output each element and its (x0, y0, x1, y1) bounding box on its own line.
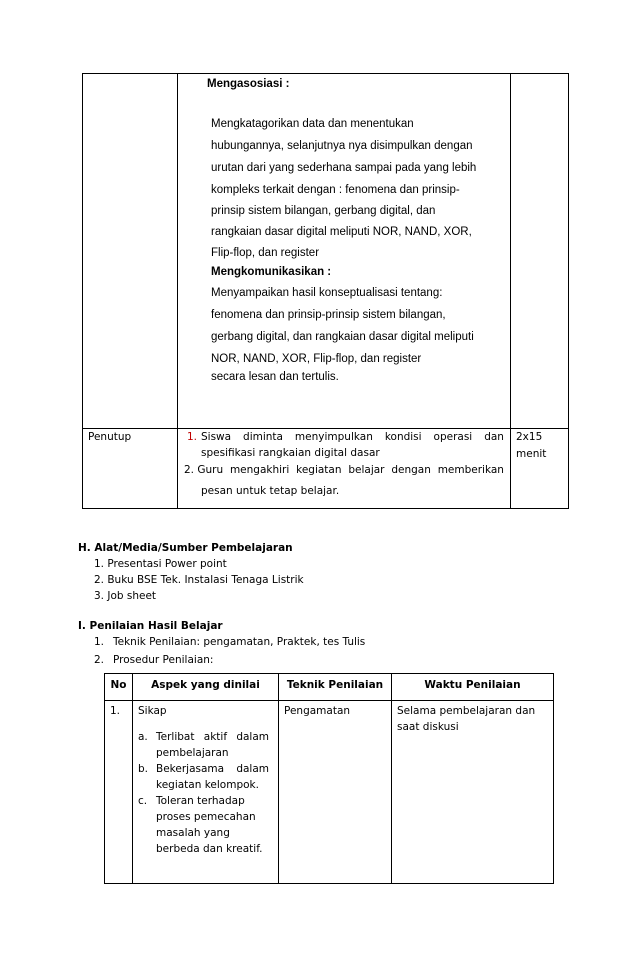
section-i-item-1-text: Teknik Penilaian: pengamatan, Praktek, tes Tulis (113, 636, 366, 648)
section-h-item-1: 1. Presentasi Power point (94, 558, 227, 570)
row-1-sub-c-line-2: proses pemecahan (156, 811, 256, 823)
word: Terlibat (156, 731, 195, 743)
word: dengan (391, 464, 431, 476)
word: Siswa (201, 431, 232, 443)
penutup-item-2-line-1 (184, 464, 504, 476)
mengasosiasi-line-4: kompleks terkait dengan : fenomena dan prinsip- (211, 184, 460, 196)
mengkomunikasikan-line-5: secara lesan dan tertulis. (211, 371, 339, 383)
mengasosiasi-heading: Mengasosiasi : (207, 78, 290, 90)
assessment-table-col-divider-1 (132, 673, 133, 884)
row-1-waktu-line-1: Selama pembelajaran dan (397, 705, 536, 717)
penutup-item-1-line-1 (201, 431, 504, 443)
penutup-time-line-1: 2x15 (516, 431, 543, 443)
section-i-item-1-number: 1. (94, 636, 105, 648)
assessment-table-col-divider-2 (278, 673, 279, 884)
header-teknik: Teknik Penilaian (286, 679, 384, 691)
section-i-title: I. Penilaian Hasil Belajar (78, 620, 223, 632)
row-1-teknik: Pengamatan (284, 705, 351, 717)
mengkomunikasikan-heading: Mengkomunikasikan : (211, 266, 332, 278)
word: dan (484, 431, 504, 443)
mengkomunikasikan-line-3: gerbang digital, dan rangkaian dasar digital meliputi (211, 331, 474, 343)
section-i-item-2-number: 2. (94, 654, 105, 666)
word: mengakhiri (229, 464, 290, 476)
row-1-sub-a-label: a. (138, 731, 148, 743)
mengkomunikasikan-line-4: NOR, NAND, XOR, Flip-flop, dan register (211, 353, 422, 365)
header-no: No (110, 679, 127, 691)
top-table-border-left (82, 73, 83, 509)
top-table-row-divider (82, 428, 569, 429)
header-aspek: Aspek yang dinilai (151, 679, 260, 691)
word: aktif (203, 731, 228, 743)
top-table-col-divider-1 (177, 73, 178, 509)
mengasosiasi-line-6: rangkaian dasar digital meliputi NOR, NAND, XOR, (211, 226, 472, 238)
top-table-col-divider-2 (510, 73, 511, 509)
mengasosiasi-line-5: prinsip sistem bilangan, gerbang digital, dan (211, 205, 436, 217)
assessment-table-border-top (104, 673, 554, 674)
mengkomunikasikan-line-1: Menyampaikan hasil konseptualisasi tentang: (211, 287, 443, 299)
word: dalam (236, 763, 269, 775)
row-1-no: 1. (110, 705, 121, 717)
assessment-table-header-divider (104, 700, 554, 701)
section-h-item-2: 2. Buku BSE Tek. Instalasi Tenaga Listrik (94, 574, 304, 586)
assessment-table-col-divider-3 (391, 673, 392, 884)
assessment-table-border-bottom (104, 883, 554, 884)
row-1-sub-a-line-2: pembelajaran (156, 747, 229, 759)
top-table-border-bottom (82, 508, 569, 509)
word: menyimpulkan (294, 431, 373, 443)
word: Bekerjasama (156, 763, 225, 775)
word: kondisi (384, 431, 422, 443)
row-1-sub-c-line-3: masalah yang (156, 827, 230, 839)
assessment-table-border-right (553, 673, 554, 884)
assessment-table-border-left (104, 673, 105, 884)
word: dalam (236, 731, 269, 743)
row-1-sub-b-label: b. (138, 763, 149, 775)
mengasosiasi-line-2: hubungannya, selanjutnya nya disimpulkan dengan (211, 140, 473, 152)
row-1-sub-b-line-1 (156, 763, 269, 775)
penutup-item-1-line-2: spesifikasi rangkaian digital dasar (201, 447, 380, 459)
word: diminta (243, 431, 283, 443)
word: operasi (433, 431, 473, 443)
word: memberikan (437, 464, 504, 476)
top-table-border-right (568, 73, 569, 509)
row-1-sub-c-label: c. (138, 795, 148, 807)
penutup-item-1-number: 1. (187, 431, 198, 443)
header-waktu: Waktu Penilaian (424, 679, 521, 691)
row-1-waktu-line-2: saat diskusi (397, 721, 459, 733)
mengasosiasi-line-7: Flip-flop, dan register (211, 247, 320, 259)
mengkomunikasikan-line-2: fenomena dan prinsip-prinsip sistem bilangan, (211, 309, 446, 321)
mengasosiasi-line-1: Mengkatagorikan data dan menentukan (211, 118, 414, 130)
penutup-item-2-line-2: pesan untuk tetap belajar. (201, 485, 340, 497)
row-1-sub-b-line-2: kegiatan kelompok. (156, 779, 259, 791)
section-h-item-3: 3. Job sheet (94, 590, 157, 602)
word: belajar (348, 464, 385, 476)
section-h-title: H. Alat/Media/Sumber Pembelajaran (78, 542, 293, 554)
row-1-sub-c-line-1: Toleran terhadap (156, 795, 245, 807)
row-1-sub-a-line-1 (156, 731, 269, 743)
penutup-time-line-2: menit (516, 448, 547, 460)
mengasosiasi-line-3: urutan dari yang sederhana sampai pada yang lebih (211, 162, 477, 174)
section-i-item-2-text: Prosedur Penilaian: (113, 654, 214, 666)
top-table-border-top (82, 73, 569, 74)
row-1-sub-c-line-4: berbeda dan kreatif. (156, 843, 263, 855)
row-1-aspek-title: Sikap (138, 705, 167, 717)
penutup-label: Penutup (88, 431, 132, 443)
word: kegiatan (296, 464, 342, 476)
word: 2. Guru (184, 464, 224, 476)
